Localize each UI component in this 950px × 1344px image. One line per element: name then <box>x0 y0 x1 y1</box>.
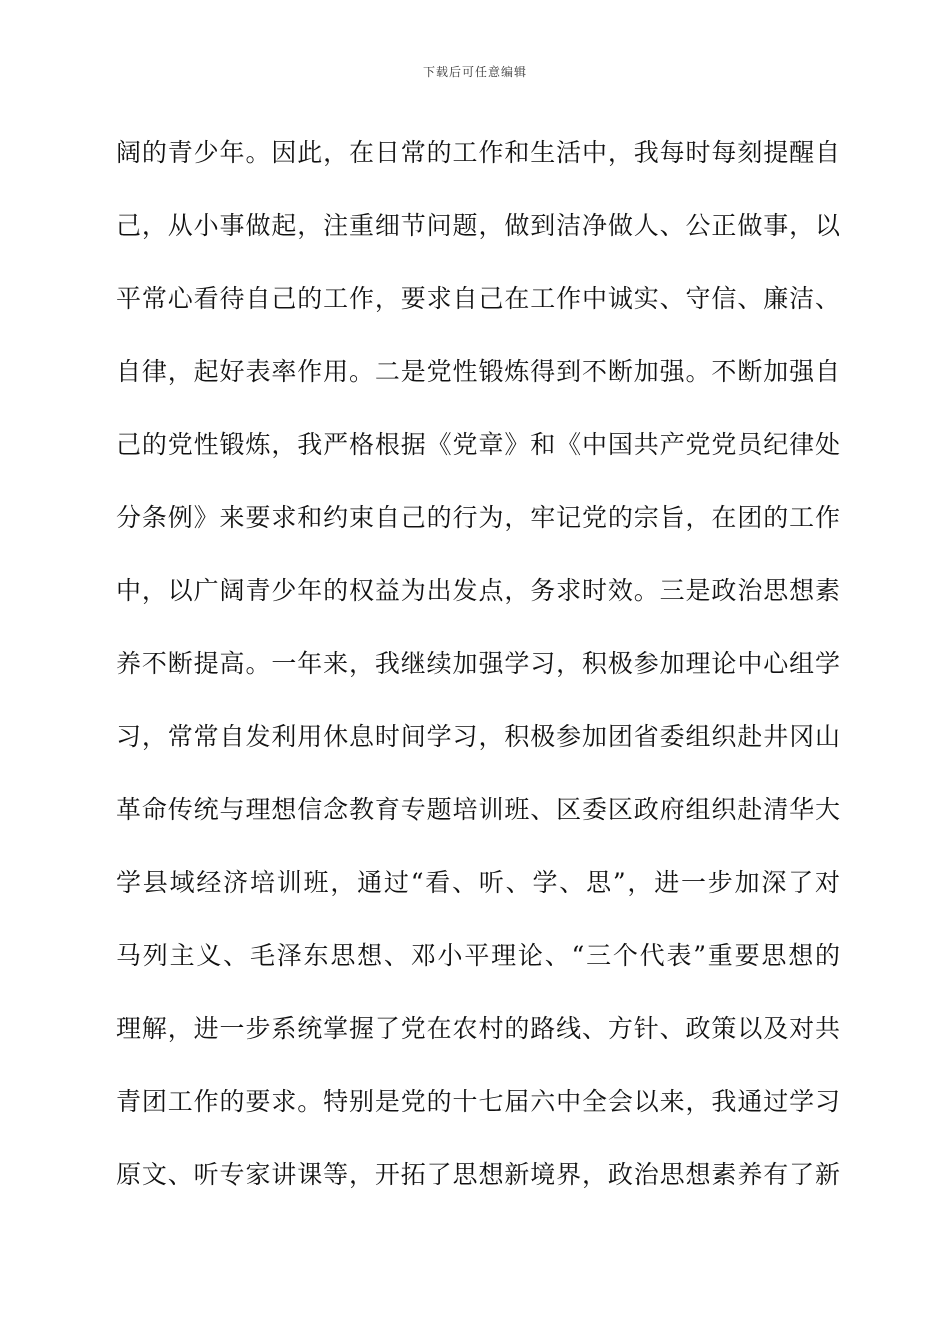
text-line: 自律，起好表率作用。二是党性锻炼得到不断加强。不断加强自 <box>116 357 840 386</box>
text-line: 己，从小事做起，注重细节问题，做到洁净做人、公正做事，以 <box>116 211 840 240</box>
text-line: 分条例》来要求和约束自己的行为，牢记党的宗旨，在团的工作 <box>116 503 840 532</box>
text-line: 青团工作的要求。特别是党的十七届六中全会以来，我通过学习 <box>116 1087 840 1116</box>
page-header: 下载后可任意编辑 <box>422 65 527 79</box>
text-line: 己的党性锻炼，我严格根据《党章》和《中国共产党党员纪律处 <box>116 430 840 459</box>
text-line: 理解，进一步系统掌握了党在农村的路线、方针、政策以及对共 <box>116 1014 840 1043</box>
text-line: 中，以广阔青少年的权益为出发点，务求时效。三是政治思想素 <box>116 576 840 605</box>
text-line: 平常心看待自己的工作，要求自己在工作中诚实、守信、廉洁、 <box>116 284 840 313</box>
text-line: 马列主义、毛泽东思想、邓小平理论、“三个代表”重要思想的 <box>116 941 840 970</box>
text-line: 养不断提高。一年来，我继续加强学习，积极参加理论中心组学 <box>116 649 840 678</box>
document-body <box>116 116 840 1211</box>
text-line: 原文、听专家讲课等，开拓了思想新境界，政治思想素养有了新 <box>116 1160 840 1189</box>
text-line: 习，常常自发利用休息时间学习，积极参加团省委组织赴井冈山 <box>116 722 840 751</box>
text-line: 学县域经济培训班，通过“看、听、学、思”，进一步加深了对 <box>116 868 840 897</box>
text-line: 革命传统与理想信念教育专题培训班、区委区政府组织赴清华大 <box>116 795 840 824</box>
text-line: 阔的青少年。因此，在日常的工作和生活中，我每时每刻提醒自 <box>116 138 840 167</box>
